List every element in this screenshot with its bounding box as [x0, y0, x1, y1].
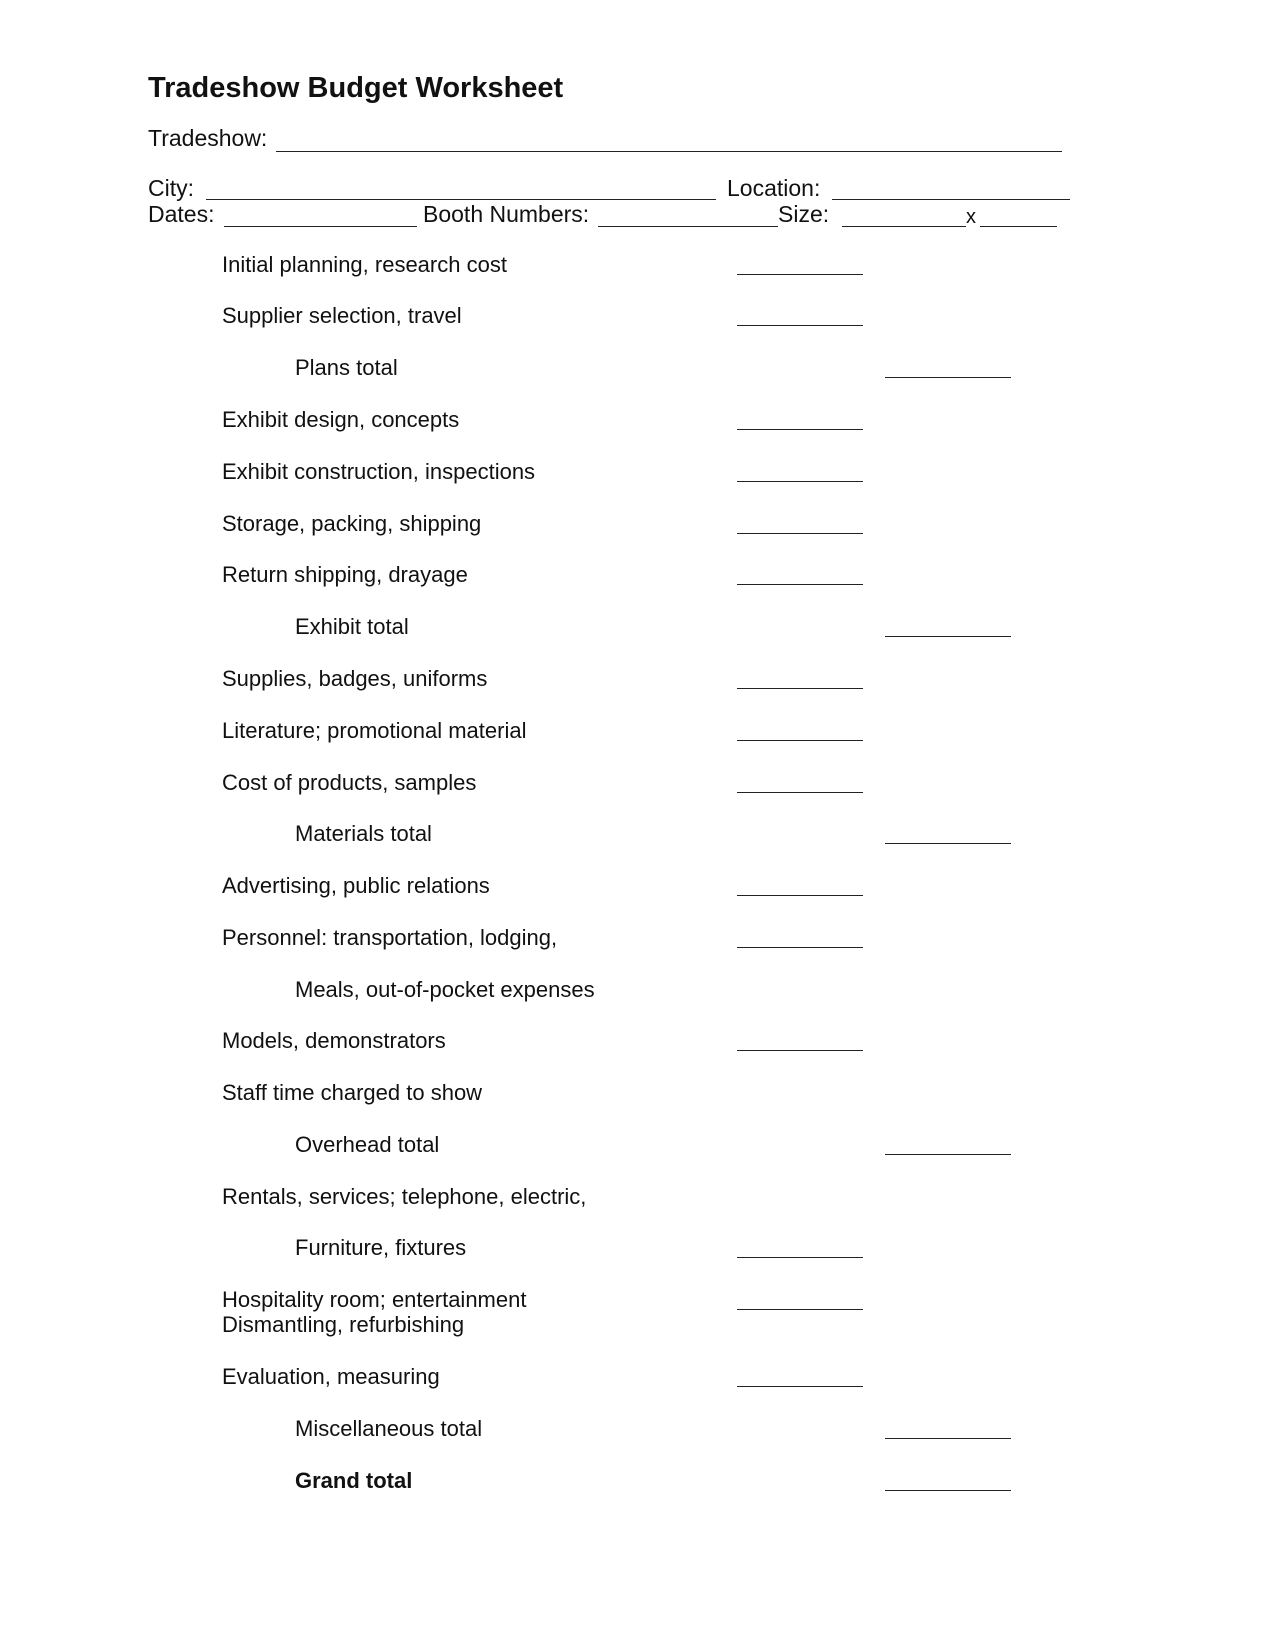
plans-total-label: Plans total	[295, 355, 398, 380]
booth-numbers-field[interactable]	[598, 226, 778, 227]
amount-field[interactable]	[737, 584, 863, 585]
amount-field[interactable]	[737, 1257, 863, 1258]
amount-field[interactable]	[737, 325, 863, 326]
item-initial-planning: Initial planning, research cost	[222, 252, 507, 277]
amount-field[interactable]	[737, 740, 863, 741]
dates-label: Dates:	[148, 201, 215, 227]
tradeshow-field[interactable]	[276, 151, 1062, 152]
location-label: Location:	[727, 175, 821, 201]
item-furniture-fixtures: Furniture, fixtures	[295, 1235, 467, 1260]
amount-field[interactable]	[737, 274, 863, 275]
amount-field[interactable]	[737, 1309, 863, 1310]
item-dismantling: Dismantling, refurbishing	[222, 1312, 465, 1337]
page-title: Tradeshow Budget Worksheet	[148, 72, 564, 104]
item-models-demonstrators: Models, demonstrators	[222, 1028, 446, 1053]
materials-total-label: Materials total	[295, 821, 432, 846]
amount-field[interactable]	[737, 792, 863, 793]
miscellaneous-total-label: Miscellaneous total	[295, 1416, 483, 1441]
total-field[interactable]	[885, 843, 1011, 844]
total-field[interactable]	[885, 636, 1011, 637]
total-field[interactable]	[885, 377, 1011, 378]
location-field[interactable]	[832, 199, 1070, 200]
item-meals: Meals, out-of-pocket expenses	[295, 977, 595, 1002]
total-field[interactable]	[885, 1154, 1011, 1155]
amount-field[interactable]	[737, 481, 863, 482]
grand-total-label: Grand total	[295, 1468, 413, 1493]
city-label: City:	[148, 175, 194, 201]
dates-field[interactable]	[224, 226, 417, 227]
amount-field[interactable]	[737, 688, 863, 689]
item-personnel: Personnel: transportation, lodging,	[222, 925, 558, 950]
size-label: Size:	[778, 201, 830, 227]
amount-field[interactable]	[737, 1386, 863, 1387]
total-field[interactable]	[885, 1438, 1011, 1439]
amount-field[interactable]	[737, 947, 863, 948]
overhead-total-label: Overhead total	[295, 1132, 440, 1157]
booth-numbers-label: Booth Numbers:	[423, 201, 590, 227]
amount-field[interactable]	[737, 1050, 863, 1051]
item-supplies-badges: Supplies, badges, uniforms	[222, 666, 488, 691]
amount-field[interactable]	[737, 533, 863, 534]
item-supplier-selection: Supplier selection, travel	[222, 303, 462, 328]
item-literature: Literature; promotional material	[222, 718, 527, 743]
item-exhibit-construction: Exhibit construction, inspections	[222, 459, 536, 484]
size-depth-field[interactable]	[980, 226, 1057, 227]
item-storage-packing: Storage, packing, shipping	[222, 511, 482, 536]
tradeshow-label: Tradeshow:	[148, 125, 268, 151]
item-advertising: Advertising, public relations	[222, 873, 490, 898]
size-x-separator: x	[966, 206, 976, 228]
item-return-shipping: Return shipping, drayage	[222, 562, 468, 587]
item-staff-time: Staff time charged to show	[222, 1080, 483, 1105]
item-evaluation: Evaluation, measuring	[222, 1364, 440, 1389]
amount-field[interactable]	[737, 895, 863, 896]
item-rentals-services: Rentals, services; telephone, electric,	[222, 1184, 587, 1209]
exhibit-total-label: Exhibit total	[295, 614, 409, 639]
amount-field[interactable]	[737, 429, 863, 430]
item-hospitality-room: Hospitality room; entertainment	[222, 1287, 527, 1312]
size-width-field[interactable]	[842, 226, 966, 227]
item-cost-of-products: Cost of products, samples	[222, 770, 477, 795]
grand-total-field[interactable]	[885, 1490, 1011, 1491]
item-exhibit-design: Exhibit design, concepts	[222, 407, 460, 432]
